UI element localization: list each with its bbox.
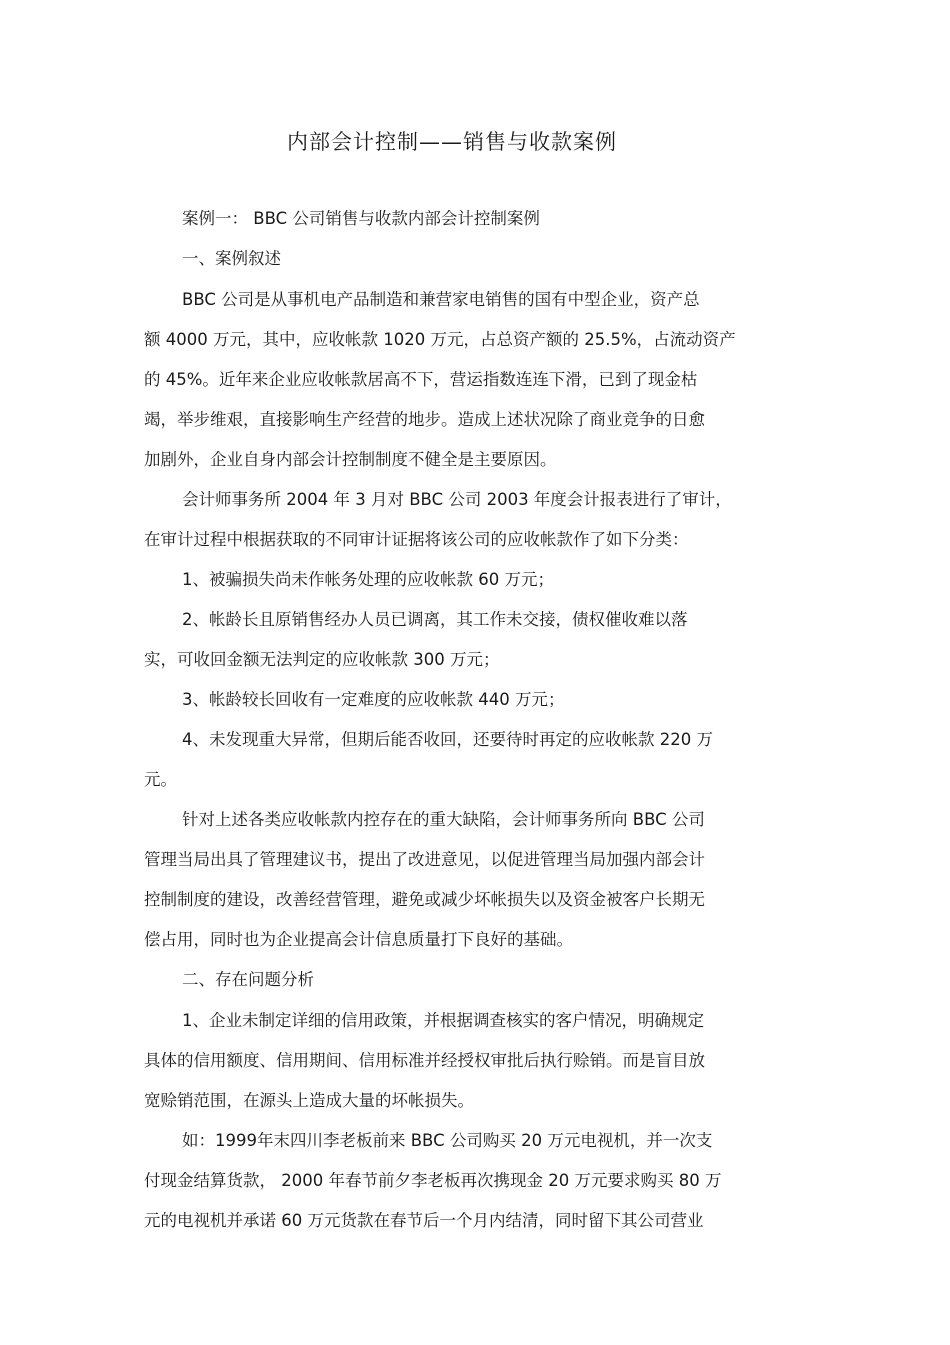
page-title: 内部会计控制——销售与收款案例 (287, 130, 617, 154)
paragraph-line: BBC 公司是从事机电产品制造和兼营家电销售的国有中型企业，资产总 (182, 290, 700, 309)
list-item: 1、企业未制定详细的信用政策，并根据调查核实的客户情况，明确规定 (182, 1011, 704, 1030)
case-heading: 案例一： BBC 公司销售与收款内部会计控制案例 (182, 209, 540, 228)
section-heading-2: 二、存在问题分析 (182, 970, 314, 989)
paragraph-line: 宽赊销范围，在源头上造成大量的坏帐损失。 (144, 1091, 474, 1110)
paragraph-line: 管理当局出具了管理建议书，提出了改进意见，以促进管理当局加强内部会计 (144, 850, 705, 869)
paragraph-line: 加剧外，企业自身内部会计控制制度不健全是主要原因。 (144, 450, 557, 469)
paragraph-line: 元的电视机并承诺 60 万元货款在春节后一个月内结清，同时留下其公司营业 (144, 1211, 704, 1230)
list-item: 实，可收回金额无法判定的应收帐款 300 万元； (144, 650, 500, 669)
paragraph-line: 竭，举步维艰，直接影响生产经营的地步。造成上述状况除了商业竞争的日愈 (144, 410, 705, 429)
paragraph-line: 针对上述各类应收帐款内控存在的重大缺陷，会计师事务所向 BBC 公司 (182, 810, 705, 829)
list-item: 2、帐龄长且原销售经办人员已调离，其工作未交接，债权催收难以落 (182, 610, 688, 629)
paragraph-line: 额 4000 万元，其中，应收帐款 1020 万元，占总资产额的 25.5%，占流动资产 (144, 330, 736, 349)
list-item: 1、被骗损失尚未作帐务处理的应收帐款 60 万元； (182, 570, 554, 589)
paragraph-line: 控制制度的建设，改善经营管理，避免或减少坏帐损失以及资金被客户长期无 (144, 890, 705, 909)
paragraph-line: 偿占用，同时也为企业提高会计信息质量打下良好的基础。 (144, 930, 573, 949)
paragraph-line: 具体的信用额度、信用期间、信用标准并经授权审批后执行赊销。而是盲目放 (144, 1051, 705, 1070)
paragraph-line: 在审计过程中根据获取的不同审计证据将该公司的应收帐款作了如下分类： (144, 530, 689, 549)
list-item: 元。 (144, 770, 177, 789)
paragraph-line: 的 45%。近年来企业应收帐款居高不下，营运指数连连下滑，已到了现金枯 (144, 370, 698, 389)
paragraph-line: 如：1999年末四川李老板前来 BBC 公司购买 20 万元电视机，并一次支 (182, 1131, 713, 1150)
section-heading-1: 一、案例叙述 (182, 249, 281, 268)
list-item: 3、帐龄较长回收有一定难度的应收帐款 440 万元； (182, 690, 565, 709)
paragraph-line: 会计师事务所 2004 年 3 月对 BBC 公司 2003 年度会计报表进行了审计， (182, 490, 732, 509)
paragraph-line: 付现金结算货款， 2000 年春节前夕李老板再次携现金 20 万元要求购买 80 万 (144, 1171, 722, 1190)
list-item: 4、未发现重大异常，但期后能否收回，还要待时再定的应收帐款 220 万 (182, 730, 713, 749)
